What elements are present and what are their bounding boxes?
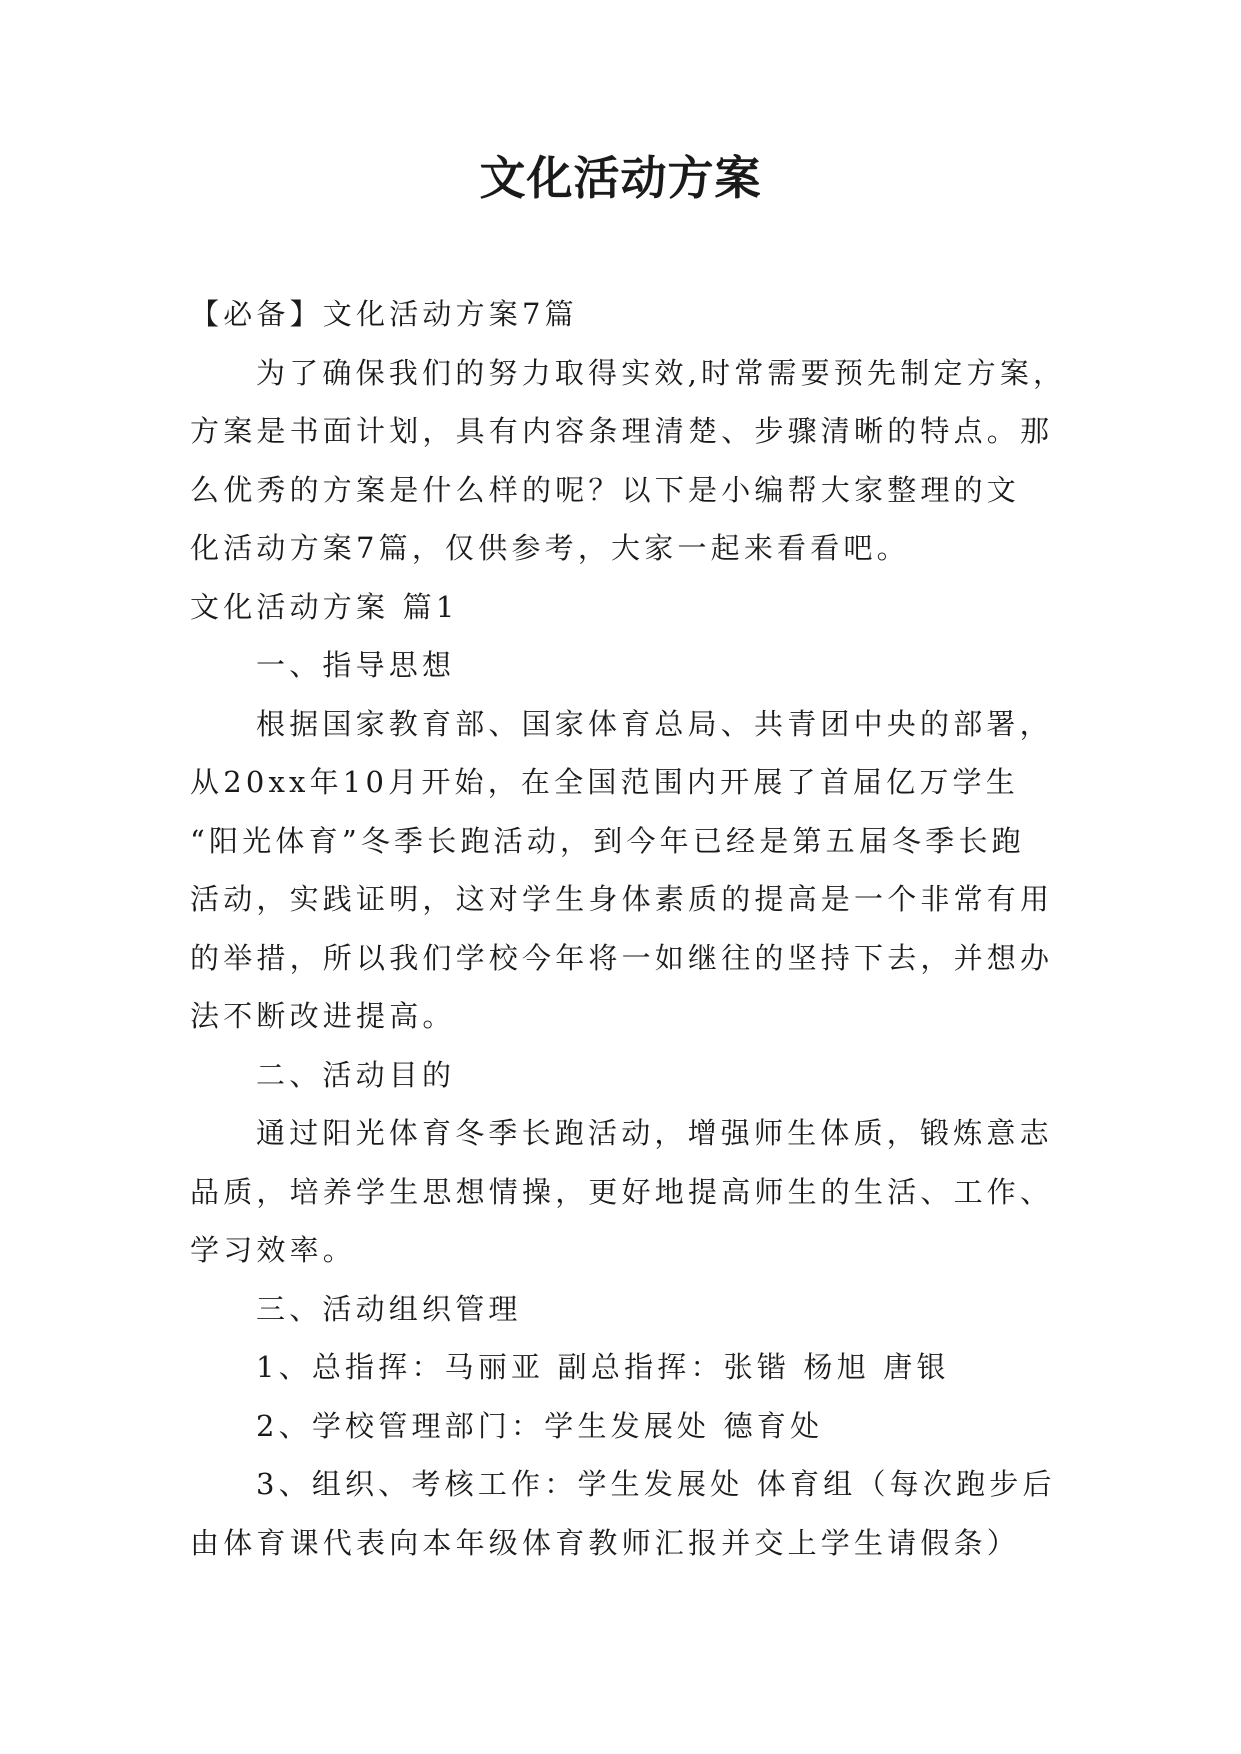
list-item: 3、组织、考核工作：学生发展处 体育组（每次跑步后	[256, 1467, 1056, 1501]
subsection-heading: 一、指导思想	[256, 648, 456, 682]
list-item: 1、总指挥：马丽亚 副总指挥：张锴 杨旭 唐银	[256, 1350, 950, 1384]
paragraph-line: 根据国家教育部、国家体育总局、共青团中央的部署，	[256, 706, 1053, 741]
paragraph-line: 么优秀的方案是什么样的呢？以下是小编帮大家整理的文	[190, 472, 1021, 507]
paragraph-line: 为了确保我们的努力取得实效,时常需要预先制定方案，	[256, 355, 1067, 390]
paragraph-line: 从20xx年10月开始，在全国范围内开展了首届亿万学生	[190, 765, 1019, 799]
subsection-heading: 三、活动组织管理	[256, 1291, 522, 1326]
paragraph-line: 法不断改进提高。	[190, 999, 456, 1033]
paragraph-line: 通过阳光体育冬季长跑活动，增强师生体质，锻炼意志	[256, 1116, 1053, 1150]
paragraph-line: 化活动方案7篇，仅供参考，大家一起来看看吧。	[190, 531, 910, 565]
subtitle-line: 【必备】文化活动方案7篇	[190, 297, 578, 331]
paragraph-line: 活动，实践证明，这对学生身体素质的提高是一个非常有用	[190, 882, 1054, 916]
paragraph-line: 方案是书面计划，具有内容条理清楚、步骤清晰的特点。那	[190, 414, 1054, 448]
document-title: 文化活动方案	[479, 151, 762, 205]
document-body	[190, 285, 1067, 1572]
paragraph-line: “阳光体育”冬季长跑活动，到今年已经是第五届冬季长跑	[190, 823, 1025, 858]
paragraph-line: 学习效率。	[190, 1233, 357, 1267]
list-item: 2、学校管理部门：学生发展处 德育处	[256, 1408, 824, 1443]
paragraph-line: 品质，培养学生思想情操，更好地提高师生的生活、工作、	[190, 1174, 1054, 1209]
subsection-heading: 二、活动目的	[256, 1057, 456, 1092]
section-heading: 文化活动方案 篇1	[190, 589, 459, 624]
paragraph-line: 的举措，所以我们学校今年将一如继往的坚持下去，并想办	[190, 940, 1054, 975]
paragraph-line: 由体育课代表向本年级体育教师汇报并交上学生请假条）	[190, 1525, 1021, 1560]
